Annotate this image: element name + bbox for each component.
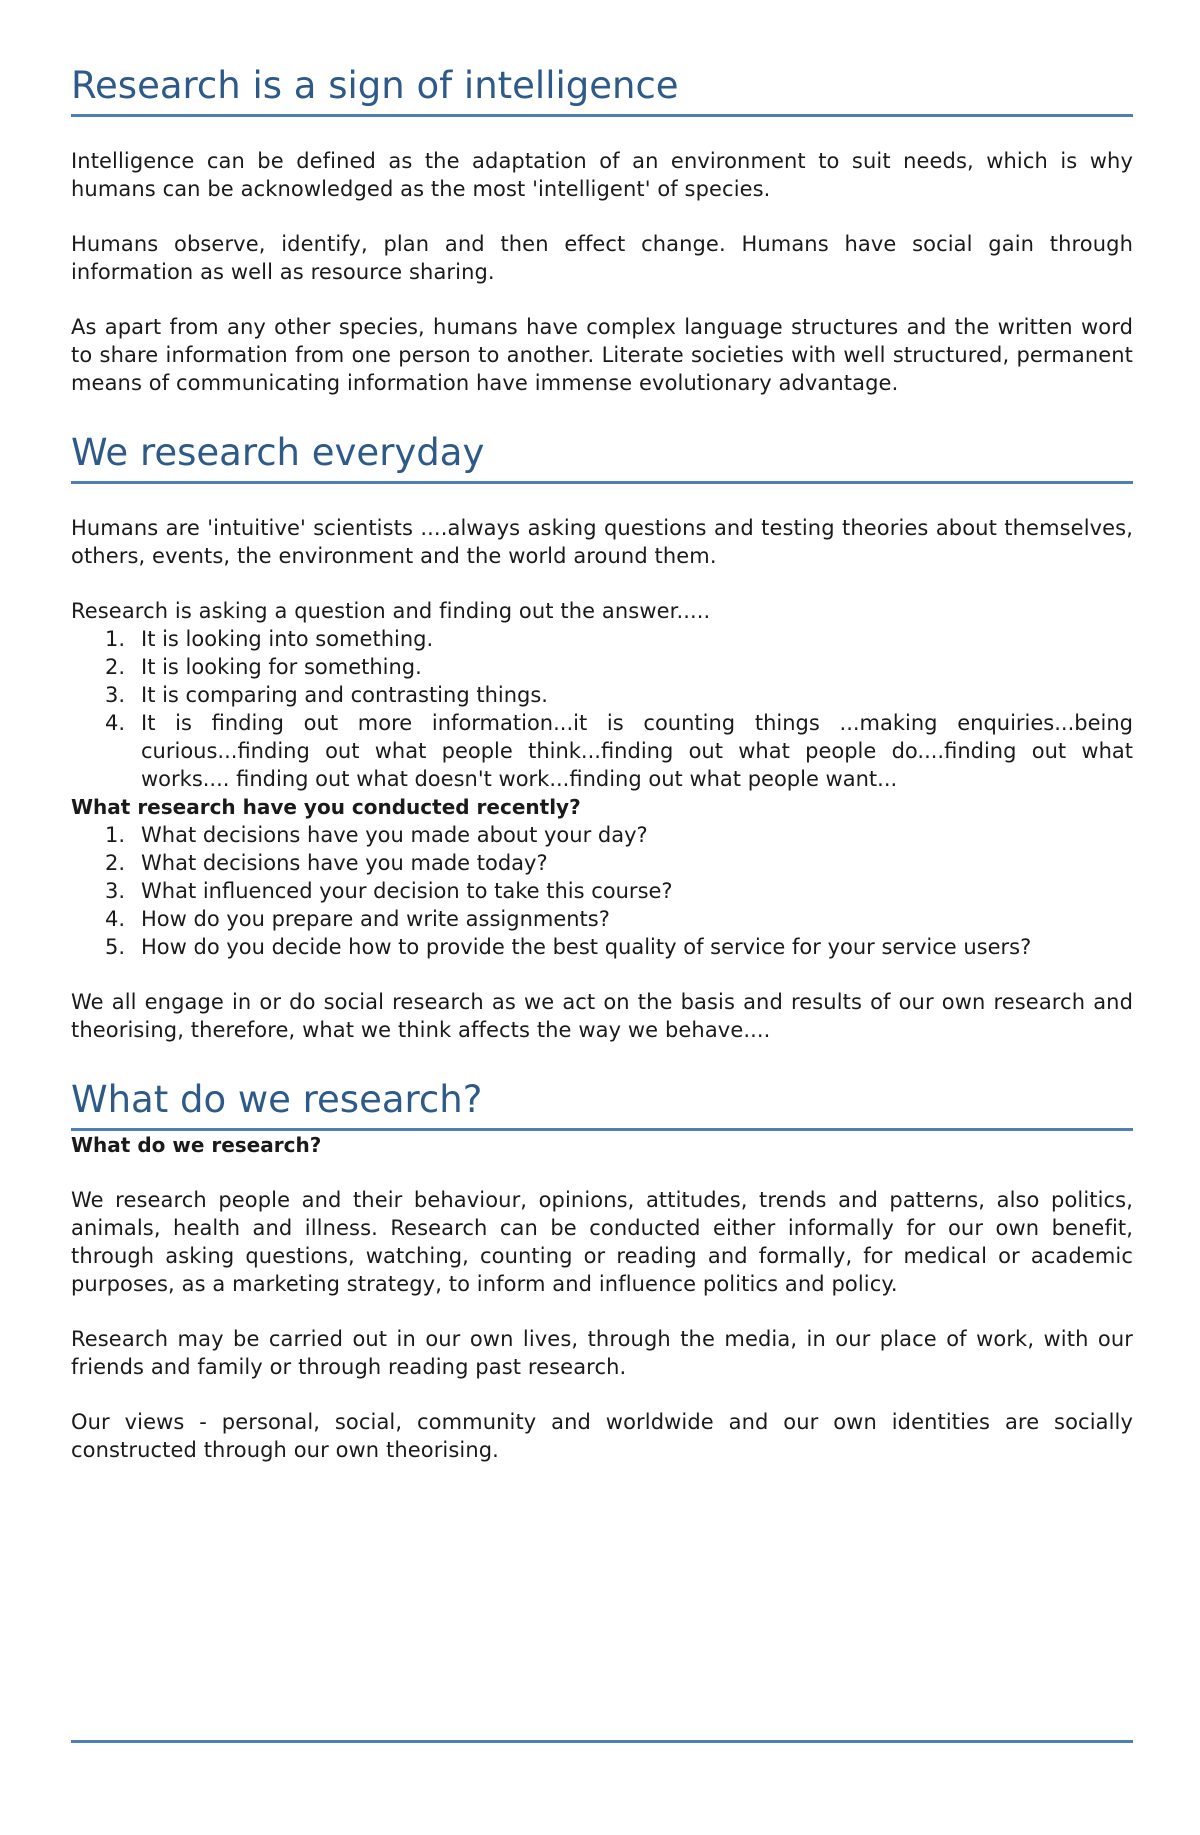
paragraph: We all engage in or do social research as we act on the basis and results of our own research and theorising, therefore, what we think affects the way we behave.... (71, 990, 1133, 1042)
list-item-text: What decisions have you made about your day? (141, 823, 648, 847)
list-item-text: How do you decide how to provide the best quality of service for your service users? (141, 935, 1032, 959)
section-heading: We research everyday (71, 431, 1133, 484)
list-number: 1. (105, 823, 126, 847)
paragraph: As apart from any other species, humans have complex language structures and the written word to share information from one person to another. Literate societies with well structured, permanent means of communicating information have immense evolutionary advantage. (71, 315, 1133, 395)
paragraph: We research people and their behaviour, opinions, attitudes, trends and patterns, also politics, animals, health and illness. Research can be conducted either informally for our own benefit, through asking questions, watching, counting or reading and formally, for medical or academic purposes, as a marketing strategy, to inform and influence politics and policy. (71, 1188, 1133, 1296)
list-number: 1. (105, 627, 126, 651)
paragraph: Research may be carried out in our own lives, through the media, in our place of work, with our friends and family or through reading past research. (71, 1327, 1133, 1379)
document-page (71, 64, 1133, 1464)
paragraph: Research is asking a question and finding out the answer..... (71, 599, 711, 623)
list-number: 4. (105, 711, 126, 735)
list-item (71, 905, 1133, 933)
question-heading: What research have you conducted recently? (71, 795, 581, 819)
list-item-text: It is looking into something. (141, 627, 434, 651)
list-number: 2. (105, 851, 126, 875)
list-item (71, 709, 1133, 793)
list-item-text: It is comparing and contrasting things. (141, 683, 548, 707)
list-item (71, 681, 1133, 709)
list-number: 2. (105, 655, 126, 679)
section-heading: Research is a sign of intelligence (71, 64, 1133, 117)
list-item-text: What influenced your decision to take this course? (141, 879, 673, 903)
section-what-do-we-research (71, 1078, 1133, 1464)
list-item (71, 933, 1133, 961)
list-number: 5. (105, 935, 126, 959)
list-item-text: It is finding out more information...it is counting things ...making enquiries...being curious...finding out what people think...finding out what people do....finding out what works.... finding out what doesn't work...finding out what people want... (141, 711, 1133, 791)
paragraph: Humans observe, identify, plan and then effect change. Humans have social gain through information as well as resource sharing. (71, 232, 1133, 284)
list-number: 3. (105, 879, 126, 903)
section-intelligence (71, 64, 1133, 397)
list-number: 3. (105, 683, 126, 707)
list-item (71, 821, 1133, 849)
subheading: What do we research? (71, 1133, 322, 1157)
list-item-text: What decisions have you made today? (141, 851, 548, 875)
section-heading: What do we research? (71, 1078, 1133, 1131)
paragraph: Our views - personal, social, community and worldwide and our own identities are socially constructed through our own theorising. (71, 1410, 1133, 1462)
list-item (71, 653, 1133, 681)
list-item (71, 877, 1133, 905)
recent-research-questions-list (71, 821, 1133, 961)
list-item (71, 849, 1133, 877)
section-research-everyday (71, 431, 1133, 1044)
list-item-text: It is looking for something. (141, 655, 422, 679)
paragraph: Humans are 'intuitive' scientists ....always asking questions and testing theories about themselves, others, events, the environment and the world around them. (71, 516, 1133, 568)
list-number: 4. (105, 907, 126, 931)
list-item-text: How do you prepare and write assignments? (141, 907, 610, 931)
list-item (71, 625, 1133, 653)
research-definition-list (71, 625, 1133, 793)
footer-divider (71, 1740, 1133, 1743)
paragraph: Intelligence can be defined as the adaptation of an environment to suit needs, which is why humans can be acknowledged as the most 'intelligent' of species. (71, 149, 1133, 201)
